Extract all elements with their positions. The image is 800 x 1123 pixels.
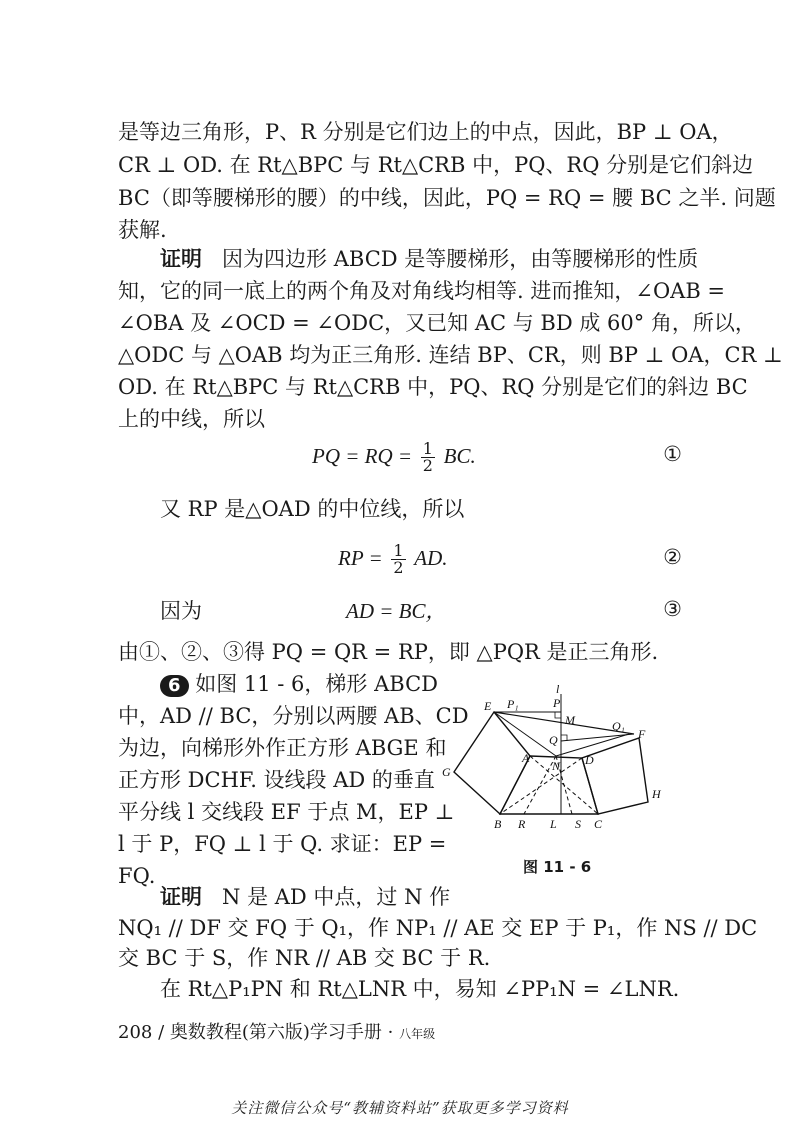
label-q1: Q₁ [612,719,625,733]
right-angle-mark [555,712,561,718]
text-line: NQ₁ // DF 交 FQ 于 Q₁，作 NP₁ // AE 交 EP 于 P₁，作 NS // DC [118,916,758,940]
label-p1: P₁ [507,697,519,711]
text-line: CR ⊥ OD. 在 Rt△BPC 与 Rt△CRB 中，PQ、RQ 分别是它们斜边 [118,153,754,177]
eq3-expr: AD = BC， [346,599,447,623]
text-line: ∠OBA 及 ∠OCD = ∠ODC，又已知 AC 与 BD 成 60° 角，所以， [118,311,756,335]
text-line: 为边，向梯形外作正方形 ABGE 和 [118,736,447,760]
label-q: Q [549,733,558,747]
label-b: B [494,817,502,831]
fraction-denominator: 2 [422,456,433,475]
label-f: F [638,727,646,741]
text-line: △ODC 与 △OAB 均为正三角形. 连结 BP、CR，则 BP ⊥ OA，CR ⊥ [118,343,783,367]
label-d: D [585,753,594,767]
equation-2 [338,543,448,576]
text-line: 获解. [118,218,167,242]
text-line: 中，AD // BC，分别以两腰 AB、CD [118,704,469,728]
equation-tag-2: ② [663,545,682,569]
fraction-numerator: 1 [393,541,404,560]
label-n: N [552,759,561,773]
label-l-point: L [550,817,557,831]
trapezoid-abcd [500,756,598,814]
square-abge [454,712,530,814]
equation-1 [312,441,476,474]
equation-tag-3: ③ [663,597,682,621]
text-line: 知，它的同一底上的两个角及对角线均相等. 进而推知，∠OAB = [118,279,726,303]
label-c: C [594,817,603,831]
problem-text: 如图 11 - 6，梯形 ABCD [195,672,438,696]
label-a: A [522,751,530,765]
fraction-numerator: 1 [422,439,433,458]
proof-text: N 是 AD 中点，过 N 作 [222,885,451,909]
text-line: FQ. [118,864,156,888]
text-line: BC（即等腰梯形的腰）的中线，因此，PQ = RQ = 腰 BC 之半. 问题 [118,186,776,210]
proof-label: 证明 [160,247,202,271]
text-line: 上的中线，所以 [118,407,265,431]
text-line: OD. 在 Rt△BPC 与 Rt△CRB 中，PQ、RQ 分别是它们的斜边 BC [118,375,748,399]
page-footer [118,1018,435,1044]
label-r: R [518,817,526,831]
problem-line [160,669,438,699]
eq1-right: BC. [443,444,476,468]
label-s: S [575,817,581,831]
proof-line [160,244,698,274]
label-g: G [442,765,451,779]
text-line: 在 Rt△P₁PN 和 Rt△LNR 中，易知 ∠PP₁N = ∠LNR. [160,977,680,1001]
text-line: 正方形 DCHF. 设线段 AD 的垂直 [118,768,435,792]
fraction [421,441,435,474]
proof-line [160,882,450,912]
label-l: l [556,684,560,696]
segment-fq [561,734,634,741]
proof-label: 证明 [160,885,202,909]
text-line: 平分线 l 交线段 EF 于点 M，EP ⊥ [118,800,455,824]
text-line: 是等边三角形，P、R 分别是它们边上的中点，因此，BP ⊥ OA， [118,120,733,144]
geometry-figure [434,684,684,844]
book-title: 奥数教程(第六版)学习手册 · [169,1022,394,1043]
eq1-left: PQ = RQ = [312,444,413,468]
page-number: 208 / [118,1022,165,1043]
text-line: 又 RP 是△OAD 的中位线，所以 [160,497,465,521]
text-line: l 于 P，FQ ⊥ l 于 Q. 求证：EP = [118,832,447,856]
grade-label: 八年级 [399,1027,436,1041]
problem-number-badge: 6 [160,675,189,697]
proof-text: 因为四边形 ABCD 是等腰梯形，由等腰梯形的性质 [222,247,699,271]
text-line: 由①、②、③得 PQ = QR = RP，即 △PQR 是正三角形. [118,640,659,664]
eq2-right: AD. [414,546,448,570]
watermark-text: 关注微信公众号“教辅资料站”获取更多学习资料 [231,1099,569,1117]
equation-tag-1: ① [663,442,682,466]
label-e: E [484,699,492,713]
fraction-denominator: 2 [393,558,404,577]
fraction [391,543,405,576]
label-p: P [553,696,561,710]
eq2-left: RP = [338,546,383,570]
label-h: H [652,787,661,801]
equation-3 [346,596,447,626]
equation-3-label: 因为 [160,599,202,623]
square-dchf [582,738,648,814]
text-line: 交 BC 于 S，作 NR // AB 交 BC 于 R. [118,946,491,970]
label-m: M [565,713,575,727]
figure-caption: 图 11 - 6 [523,858,592,876]
